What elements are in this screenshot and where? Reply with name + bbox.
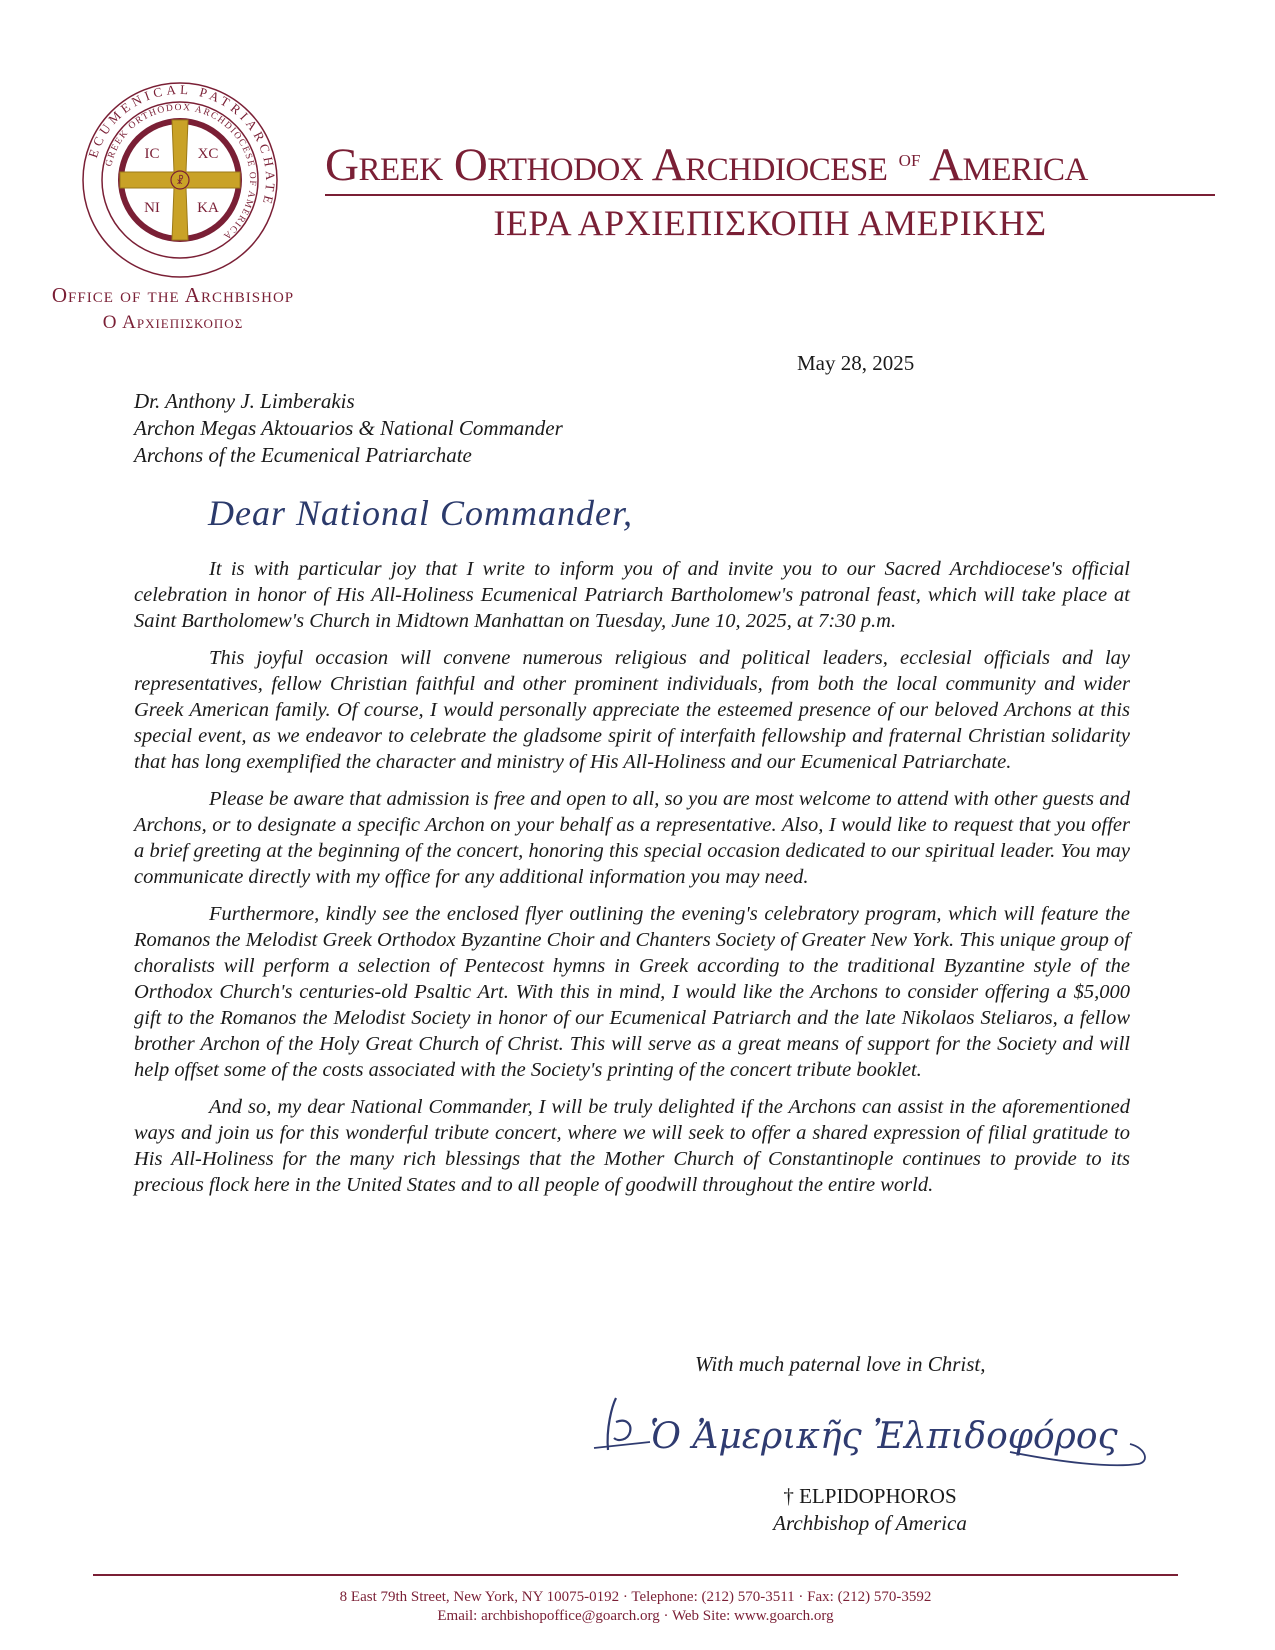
- handwritten-signature: [590, 1378, 1170, 1488]
- body-paragraph: Please be aware that admission is free and open to all, so you are most welcome to attend with other guests and Archons, or to designate a specific Archon on your behalf as a representative. Also, I would like to request that you offer a brief greeting at the beginning of the concert, honoring this special occasion dedicated to our spiritual leader. You may communicate directly with my office for any additional information you may need.: [134, 788, 1130, 888]
- recipient-name: Dr. Anthony J. Limberakis: [134, 389, 355, 413]
- office-title-greek: Ο Αρχιεπισκοπος: [102, 312, 244, 333]
- recipient-title: Archon Megas Aktouarios & National Commander: [134, 416, 563, 440]
- body-paragraph: This joyful occasion will convene numerous religious and political leaders, ecclesial officials and lay representatives, fellow Christian faithful and other prominent individuals, from both the local community and wider Greek American family. Of course, I would personally appreciate the esteemed presence of our beloved Archons at this special event, as we endeavor to celebrate the gladsome spirit of interfaith fellowship and fraternal Christian solidarity that has long exemplified the character and ministry of His All-Holiness and our Ecumenical Patriarchate.: [134, 647, 1130, 773]
- body-paragraph: Furthermore, kindly see the enclosed flyer outlining the evening's celebratory program, which will feature the Romanos the Melodist Greek Orthodox Byzantine Choir and Chanters Society of Greater New York. This unique group of choralists will perform a selection of Pentecost hymns in Greek according to the traditional Byzantine style of the Orthodox Church's centuries-old Psaltic Art. With this in mind, I would like the Archons to consider offering a $5,000 gift to the Romanos the Melodist Society in honor of our Ecumenical Patriarch and the late Nikolaos Steliaros, a fellow brother Archon of the Holy Great Church of Christ. This will serve as a great means of support for the Society and will help offset some of the costs associated with the Society's printing of the concert tribute booklet.: [134, 903, 1130, 1081]
- organization-name-part1: Greek Orthodox Archdiocese: [325, 139, 888, 191]
- salutation: Dear National Commander,: [208, 493, 634, 533]
- office-title-english: Office of the Archbishop: [51, 283, 295, 307]
- recipient-organization: Archons of the Ecumenical Patriarchate: [134, 443, 472, 467]
- seal-quadrant-ic: IC: [144, 146, 160, 162]
- signer-name: † ELPIDOPHOROS: [783, 1484, 957, 1508]
- seal-quadrant-ka: KA: [197, 200, 219, 216]
- signer-title: Archbishop of America: [773, 1511, 967, 1535]
- archdiocese-seal: [80, 80, 280, 280]
- organization-name-part2: America: [929, 139, 1088, 191]
- organization-name-of: of: [898, 146, 921, 172]
- body-paragraph: It is with particular joy that I write to inform you of and invite you to our Sacred Archdiocese's official celebration in honor of His All-Holiness Ecumenical Patriarch Bartholomew's patronal feast, which will take place at Saint Bartholomew's Church in Midtown Manhattan on Tuesday, June 10, 2025, at 7:30 p.m.: [134, 558, 1130, 632]
- letter-body: [134, 556, 1130, 1209]
- footer-address: 8 East 79th Street, New York, NY 10075-0192 · Telephone: (212) 570-3511 · Fax: (212) 570-3592: [339, 1589, 932, 1605]
- organization-name-greek: ΙΕΡΑ ΑΡΧΙΕΠΙΣΚΟΠΗ ΑΜΕΡΙΚΗΣ: [493, 203, 1047, 243]
- recipient-block: [134, 388, 563, 469]
- seal-ring-text: ECUMENICAL PATRIARCHATE: [85, 81, 279, 210]
- signature-text: Ὁ Ἀμερικῆς Ἐλπιδοφόρος: [650, 1416, 1118, 1457]
- footer-contact: Email: archbishopoffice@goarch.org · Web Site: www.goarch.org: [437, 1608, 834, 1624]
- svg-text:☧: ☧: [176, 176, 184, 187]
- seal-quadrant-ni: NI: [144, 200, 160, 216]
- header-divider: [325, 194, 1215, 196]
- seal-inner-ring-text: GREEK ORTHODOX ARCHDIOCESE OF AMERICA: [104, 102, 258, 242]
- seal-quadrant-xc: XC: [197, 146, 219, 162]
- organization-name: [325, 138, 1215, 192]
- closing: With much paternal love in Christ,: [695, 1352, 986, 1376]
- body-paragraph: And so, my dear National Commander, I will be truly delighted if the Archons can assist in the aforementioned ways and join us for this wonderful tribute concert, where we will seek to offer a shared expression of filial gratitude to His All-Holiness for the many rich blessings that the Mother Church of Constantinople continues to provide to its precious flock here in the United States and to all people of goodwill throughout the entire world.: [134, 1096, 1130, 1196]
- letter-date: May 28, 2025: [797, 351, 915, 375]
- footer-divider: [93, 1574, 1178, 1576]
